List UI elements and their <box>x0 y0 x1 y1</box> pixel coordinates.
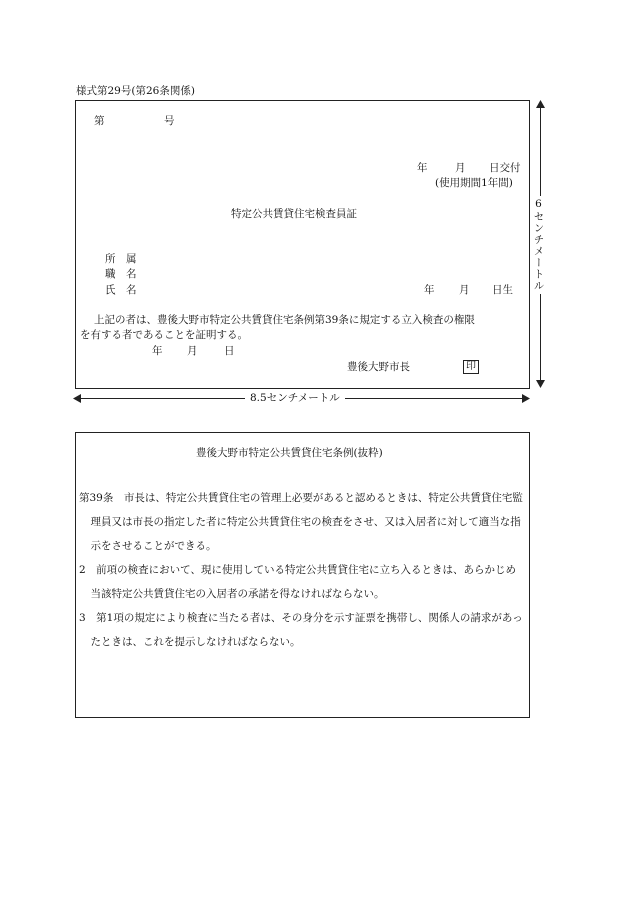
arrow-left-icon <box>73 393 81 404</box>
field-name: 氏 名 <box>105 284 137 296</box>
birth-year: 年 <box>424 284 435 296</box>
card-number-label: 第 <box>94 115 105 127</box>
issue-day: 日交付 <box>489 162 521 174</box>
certification-line-2: を有する者であることを証明する。 <box>80 329 248 341</box>
height-dimension-label: 6センチメートル <box>532 198 545 292</box>
issuer-name: 豊後大野市長 <box>347 361 410 373</box>
field-affiliation: 所 属 <box>105 253 137 265</box>
width-dimension-label: 8.5センチメートル <box>245 393 345 404</box>
field-position: 職 名 <box>105 268 137 280</box>
arrow-right-icon <box>522 393 530 404</box>
birth-month: 月 <box>459 284 470 296</box>
cert-year: 年 <box>152 345 163 357</box>
cert-day: 日 <box>224 345 235 357</box>
birth-day: 日生 <box>492 284 513 296</box>
card-number-suffix: 号 <box>164 115 175 127</box>
issue-month: 月 <box>455 162 466 174</box>
excerpt-body <box>79 486 525 654</box>
issue-year: 年 <box>417 162 428 174</box>
certification-line-1: 上記の者は、豊後大野市特定公共賃貸住宅条例第39条に規定する立入検査の権限 <box>94 314 475 326</box>
article-39-paragraph-2: 2 前項の検査において、現に使用している特定公共賃貸住宅に立ち入るときは、あらかじめ当該特定公共賃貸住宅の入居者の承諾を得なければならない。 <box>79 564 516 600</box>
inspector-card-frame <box>75 100 530 389</box>
form-number-label: 様式第29号(第26条関係) <box>76 85 195 97</box>
card-title: 特定公共賃貸住宅検査員証 <box>231 208 357 220</box>
article-39: 第39条 市長は、特定公共賃貸住宅の管理上必要があると認めるときは、特定公共賃貸住宅監理員又は市長の指定した者に特定公共賃貸住宅の検査をさせ、又は入居者に対して適当な指示をさせることができる。 <box>79 492 523 552</box>
seal-mark: 印 <box>463 360 479 374</box>
arrow-down-icon <box>535 380 546 388</box>
cert-month: 月 <box>187 345 198 357</box>
arrow-up-icon <box>535 100 546 108</box>
validity-period: (使用期間1年間) <box>435 177 513 189</box>
excerpt-title: 豊後大野市特定公共賃貸住宅条例(抜粋) <box>196 447 383 459</box>
article-39-paragraph-3: 3 第1項の規定により検査に当たる者は、その身分を示す証票を携帯し、関係人の請求があったときは、これを提示しなければならない。 <box>79 612 523 648</box>
